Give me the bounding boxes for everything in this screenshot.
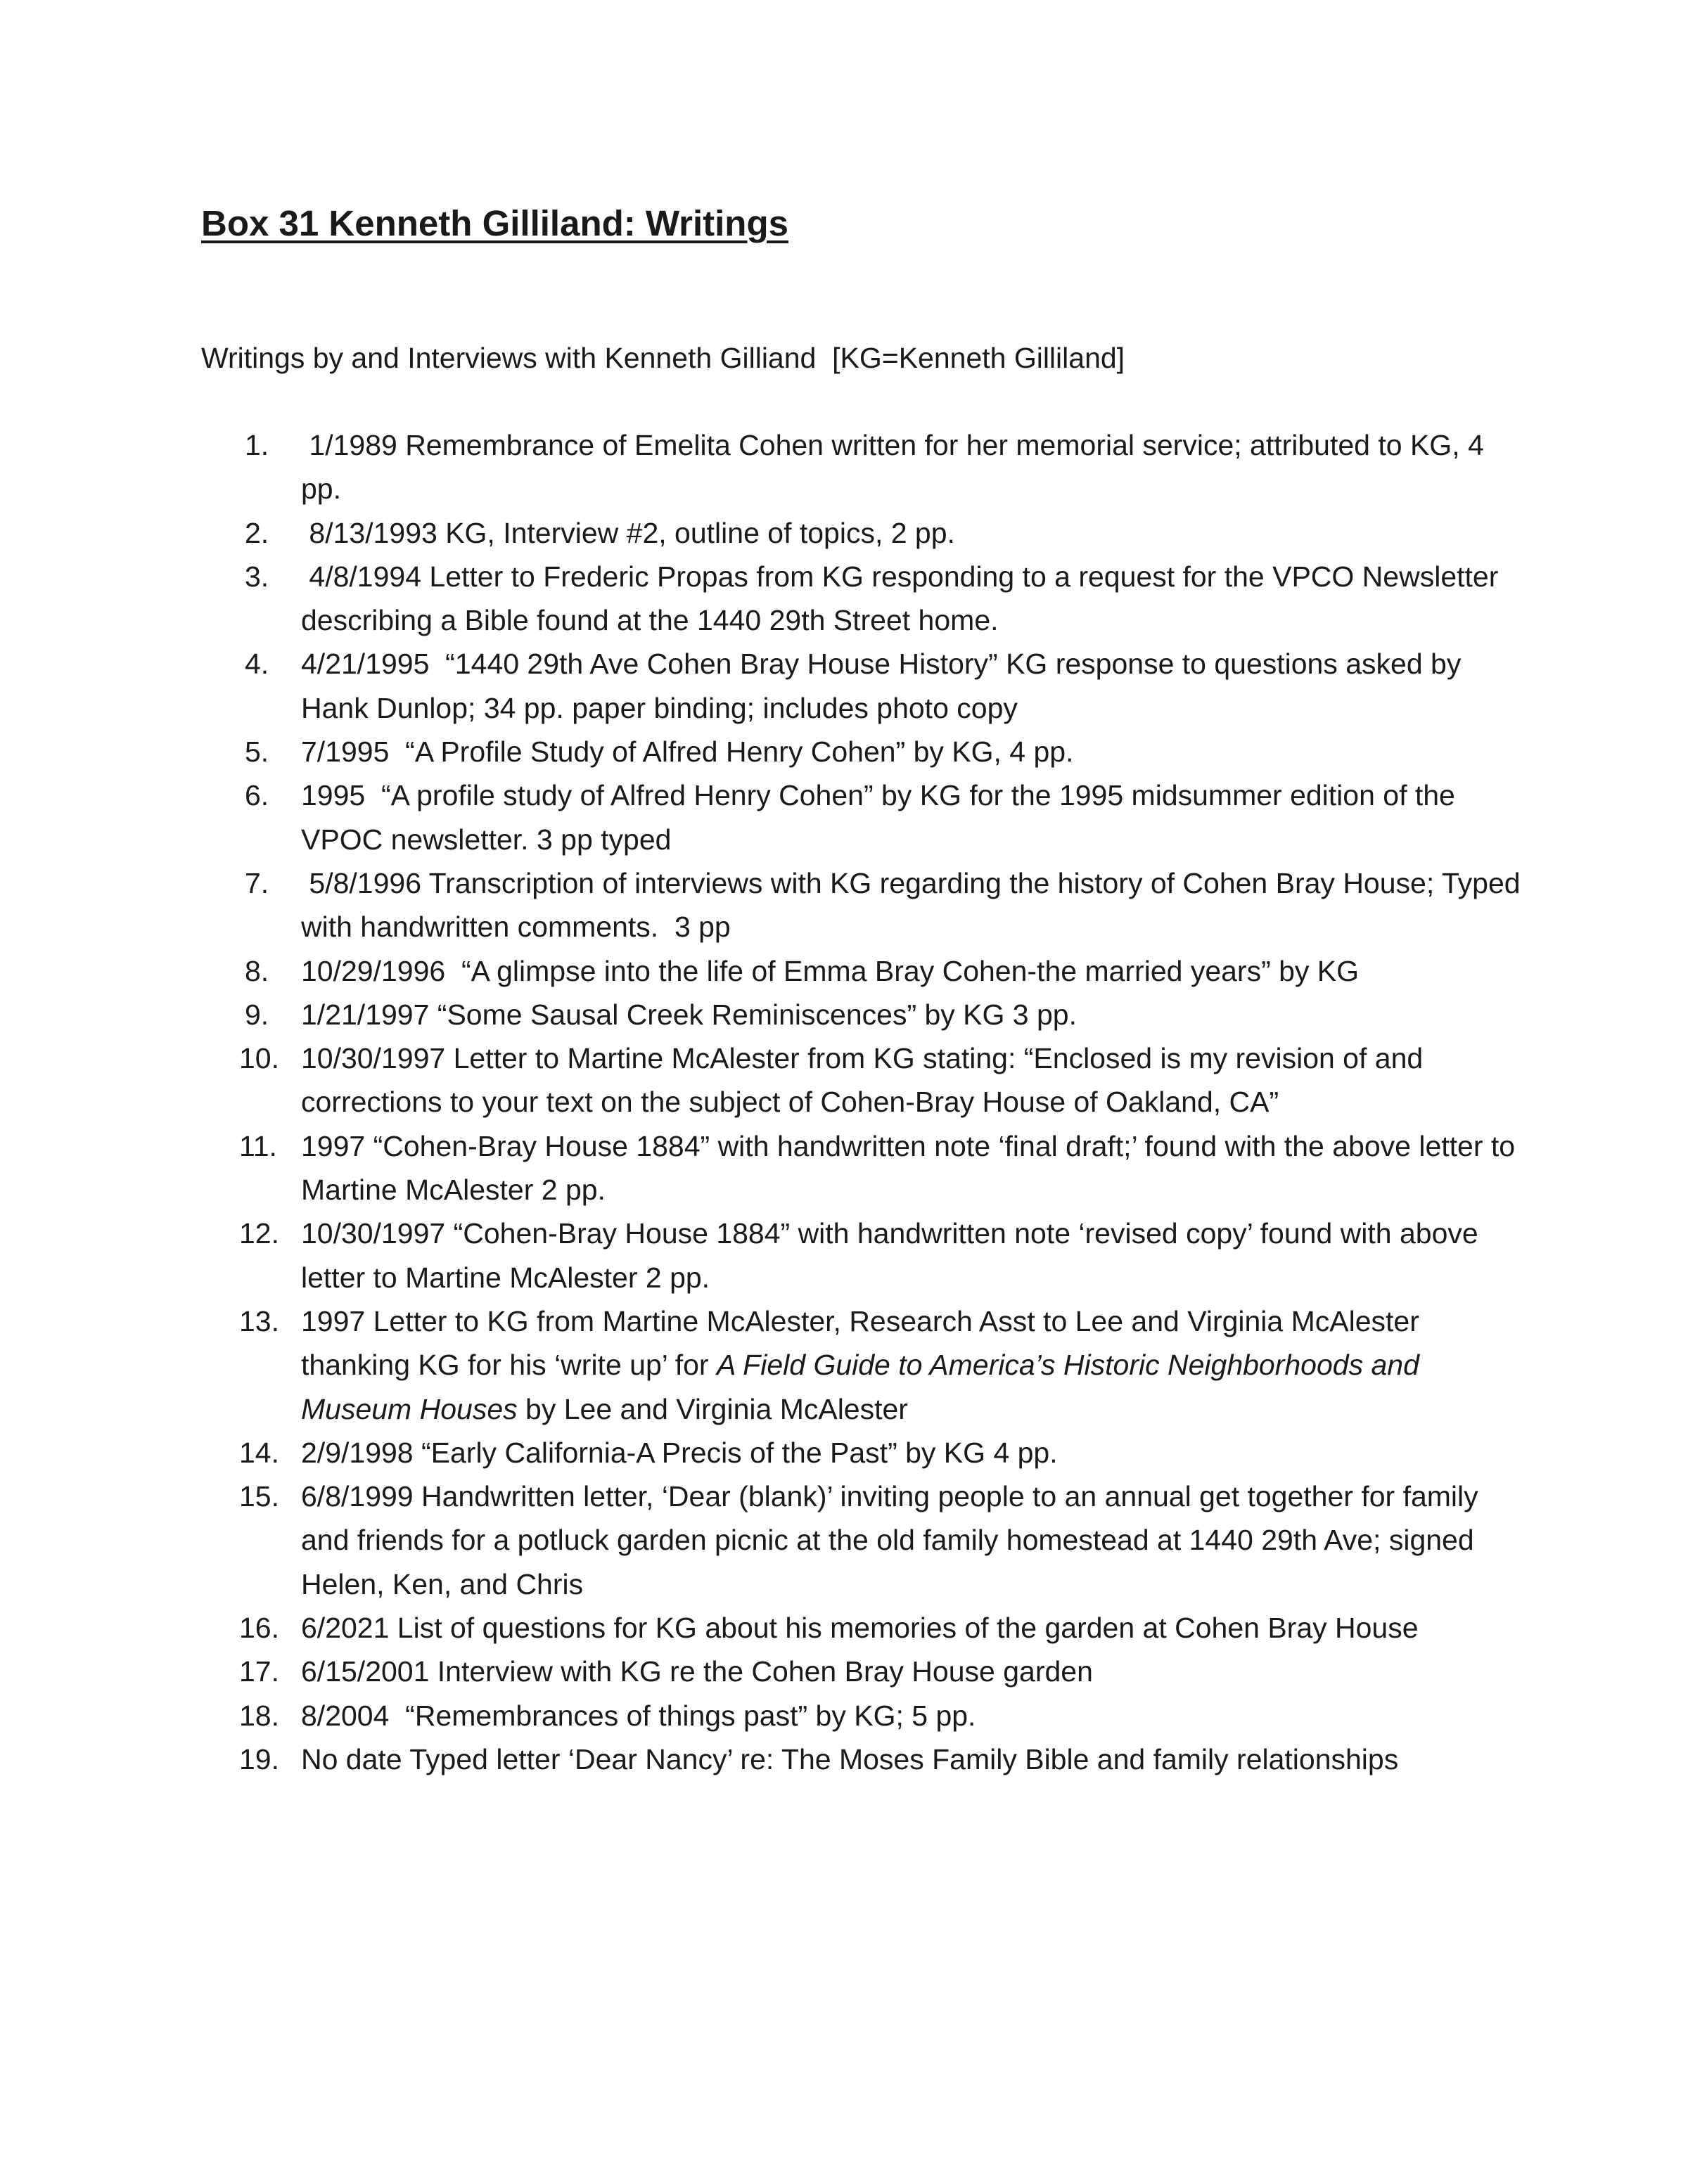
item-number: 5. bbox=[245, 736, 269, 769]
list-item bbox=[201, 730, 1523, 773]
item-number: 15. bbox=[239, 1480, 279, 1513]
item-text-after: by Lee and Virginia McAlester bbox=[517, 1392, 908, 1425]
list-item bbox=[201, 555, 1523, 643]
item-text: 4/21/1995 “1440 29th Ave Cohen Bray House History” KG response to questions asked by Hank Dunlop; 34 pp. paper binding; includes photo copy bbox=[301, 648, 1469, 724]
item-number: 3. bbox=[245, 560, 269, 593]
writings-list bbox=[201, 423, 1528, 1781]
item-number: 16. bbox=[239, 1612, 279, 1645]
item-text: 5/8/1996 Transcription of interviews with KG regarding the history of Cohen Bray House; Typed with handwritten comments. 3 pp bbox=[301, 866, 1528, 944]
item-text: 6/15/2001 Interview with KG re the Cohen Bray House garden bbox=[301, 1655, 1093, 1688]
list-item bbox=[201, 1036, 1523, 1124]
item-text: 1997 “Cohen-Bray House 1884” with handwritten note ‘final draft;’ found with the above letter to Martine McAlester 2 pp. bbox=[301, 1129, 1523, 1207]
item-text: 10/30/1997 “Cohen-Bray House 1884” with handwritten note ‘revised copy’ found with above letter to Martine McAlester 2 pp. bbox=[301, 1217, 1487, 1294]
item-number: 2. bbox=[245, 516, 269, 549]
item-number: 11. bbox=[239, 1129, 277, 1162]
item-text: 6/8/1999 Handwritten letter, ‘Dear (blank)’ inviting people to an annual get together for family and friends for a potluck garden picnic at the old family homestead at 1440 29th Ave; signed Helen, Ken, and Chris bbox=[301, 1480, 1487, 1600]
list-item bbox=[201, 1606, 1523, 1650]
list-item bbox=[201, 949, 1523, 993]
book-title: A Field Guide to America’s Historic Neighborhoods and Museum Houses bbox=[301, 1349, 1428, 1425]
item-number: 9. bbox=[245, 998, 269, 1031]
list-item bbox=[201, 1737, 1523, 1781]
item-number: 19. bbox=[239, 1742, 279, 1775]
item-number: 6. bbox=[245, 779, 269, 812]
list-item bbox=[201, 773, 1523, 861]
list-item bbox=[201, 1124, 1523, 1212]
item-text: 1/1989 Remembrance of Emelita Cohen written for her memorial service; attributed to KG, 4 pp. bbox=[301, 429, 1492, 506]
item-text bbox=[301, 1305, 1427, 1425]
item-text: 1995 “A profile study of Alfred Henry Cohen” by KG for the 1995 midsummer edition of the VPOC newsletter. 3 pp typed bbox=[301, 779, 1464, 856]
item-text: 6/2021 List of questions for KG about his memories of the garden at Cohen Bray House bbox=[301, 1612, 1419, 1645]
item-text: No date Typed letter ‘Dear Nancy’ re: The Moses Family Bible and family relationships bbox=[301, 1742, 1399, 1775]
item-text: 8/2004 “Remembrances of things past” by KG; 5 pp. bbox=[301, 1699, 976, 1732]
item-number: 17. bbox=[239, 1655, 279, 1688]
item-text: 10/29/1996 “A glimpse into the life of Emma Bray Cohen-the married years” by KG bbox=[301, 954, 1360, 987]
list-item bbox=[201, 1694, 1523, 1737]
list-item bbox=[201, 423, 1523, 511]
list-item bbox=[201, 1212, 1523, 1299]
item-number: 18. bbox=[239, 1699, 279, 1732]
item-text: 4/8/1994 Letter to Frederic Propas from KG responding to a request for the VPCO Newsletter describing a Bible found at the 1440 29th Street home. bbox=[301, 560, 1507, 637]
list-item bbox=[201, 861, 1528, 949]
document-title: Box 31 Kenneth Gilliland: Writings bbox=[201, 203, 788, 243]
list-item bbox=[201, 642, 1523, 730]
item-text: 1/21/1997 “Some Sausal Creek Reminiscences” by KG 3 pp. bbox=[301, 998, 1077, 1031]
item-number: 14. bbox=[239, 1436, 279, 1469]
item-text: 2/9/1998 “Early California-A Precis of the Past” by KG 4 pp. bbox=[301, 1436, 1058, 1469]
item-number: 4. bbox=[245, 648, 269, 681]
list-item bbox=[201, 1431, 1523, 1475]
item-text: 8/13/1993 KG, Interview #2, outline of topics, 2 pp. bbox=[301, 516, 955, 549]
item-number: 1. bbox=[245, 429, 269, 461]
item-text-before: 1997 Letter to KG from Martine McAlester, Research Asst to Lee and Virginia McAlester thanking KG for his ‘write up’ for bbox=[301, 1304, 1428, 1382]
document-subtitle: Writings by and Interviews with Kenneth Gilliand [KG=Kenneth Gilliland] bbox=[201, 342, 1125, 374]
item-text: 7/1995 “A Profile Study of Alfred Henry Cohen” by KG, 4 pp. bbox=[301, 736, 1074, 769]
list-item bbox=[201, 511, 1523, 555]
list-item bbox=[201, 1299, 1523, 1431]
list-item bbox=[201, 1650, 1523, 1693]
list-item bbox=[201, 993, 1523, 1036]
item-number: 12. bbox=[239, 1217, 279, 1250]
item-number: 10. bbox=[239, 1042, 279, 1075]
item-number: 7. bbox=[245, 866, 269, 899]
list-item bbox=[201, 1475, 1523, 1606]
item-number: 13. bbox=[239, 1304, 279, 1337]
item-number: 8. bbox=[245, 954, 269, 987]
item-text: 10/30/1997 Letter to Martine McAlester from KG stating: “Enclosed is my revision of and corrections to your text on the subject of Cohen-Bray House of Oakland, CA” bbox=[301, 1042, 1431, 1119]
